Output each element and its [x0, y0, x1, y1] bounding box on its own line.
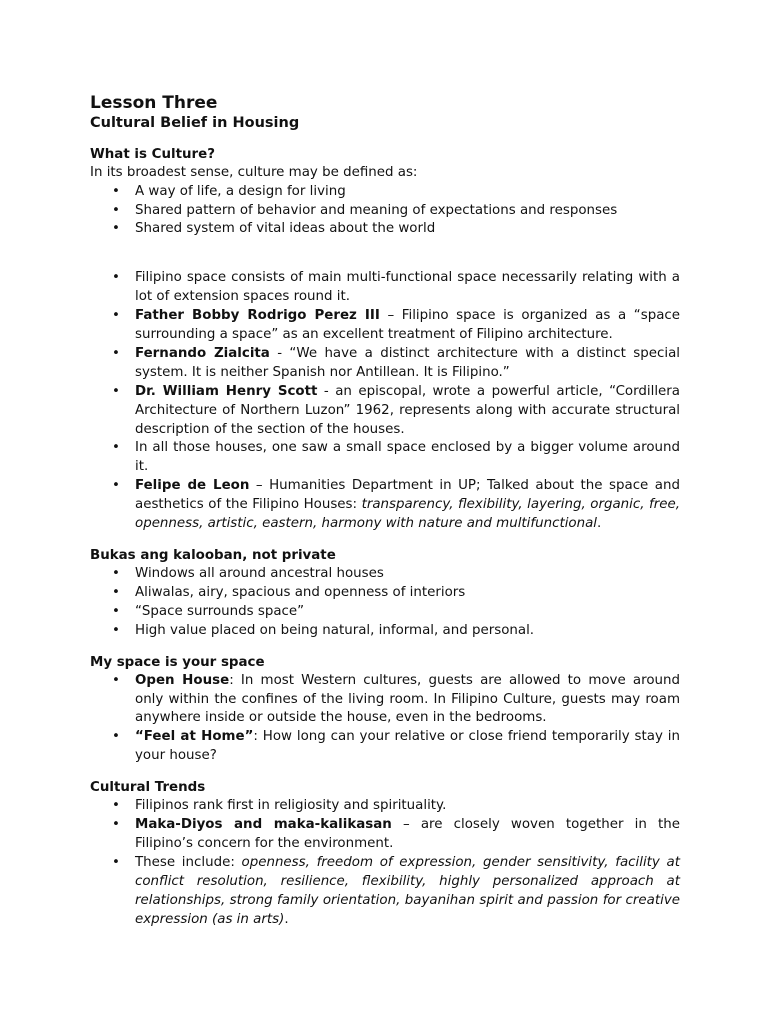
list-item: • “Space surrounds space” — [90, 603, 680, 622]
myspace-list — [90, 672, 680, 767]
list-item: • High value placed on being natural, informal, and personal. — [90, 622, 680, 641]
culture-list — [90, 183, 680, 240]
list-item: • Filipino space consists of main multi-functional space necessarily relating with a lot of extension spaces round it. — [90, 269, 680, 307]
spacer — [90, 239, 680, 269]
list-item: • Open House: In most Western cultures, guests are allowed to move around only within the confines of the living room. In Filipino Culture, guests may roam anywhere inside or outside the house, even in the bedrooms. — [90, 672, 680, 729]
list-item: • These include: openness, freedom of expression, gender sensitivity, facility at conflict resolution, resilience, flexibility, highly personalized approach at relationships, strong family orientation, bayanihan spirit and passion for creative expression (as in arts). — [90, 854, 680, 930]
list-item: • In all those houses, one saw a small space enclosed by a bigger volume around it. — [90, 439, 680, 477]
list-item: • Filipinos rank first in religiosity and spirituality. — [90, 797, 680, 816]
person-name: Dr. William Henry Scott — [135, 383, 318, 399]
person-name: Father Bobby Rodrigo Perez III — [135, 308, 380, 324]
list-item: • Felipe de Leon – Humanities Department in UP; Talked about the space and aesthetics of the Filipino Houses: transparency, flexibility, layering, organic, free, openness, artistic, eastern, harmony with nature and multifunctional. — [90, 477, 680, 534]
spacer — [90, 641, 680, 654]
spacer — [90, 766, 680, 779]
list-item: • Fernando Zialcita - “We have a distinct architecture with a distinct special system. It is neither Spanish nor Antillean. It is Filipino.” — [90, 345, 680, 383]
term: “Feel at Home” — [135, 729, 254, 745]
lesson-subtitle: Cultural Belief in Housing — [90, 115, 300, 131]
list-item: • Windows all around ancestral houses — [90, 565, 680, 584]
list-item: • Shared pattern of behavior and meaning of expectations and responses — [90, 202, 680, 221]
list-item: • Shared system of vital ideas about the world — [90, 220, 680, 239]
list-item: • Father Bobby Rodrigo Perez III – Filipino space is organized as a “space surrounding a space” as an excellent treatment of Filipino architecture. — [90, 307, 680, 345]
trends-heading: Cultural Trends — [90, 780, 206, 796]
person-name: Felipe de Leon — [135, 478, 250, 494]
list-item: • Maka-Diyos and maka-kalikasan – are closely woven together in the Filipino’s concern for the environment. — [90, 816, 680, 854]
document-content — [90, 92, 680, 930]
bukas-heading: Bukas ang kalooban, not private — [90, 548, 336, 563]
myspace-heading: My space is your space — [90, 654, 265, 670]
culture-intro: In its broadest sense, culture may be defined as: — [90, 165, 418, 180]
term: Open House — [135, 672, 230, 688]
trends-list — [90, 797, 680, 929]
person-name: Fernando Zialcita — [135, 345, 270, 361]
culture-heading: What is Culture? — [90, 147, 215, 162]
list-item: • Aliwalas, airy, spacious and openness of interiors — [90, 584, 680, 603]
list-item: • A way of life, a design for living — [90, 183, 680, 202]
spacer — [90, 534, 680, 547]
bukas-list — [90, 565, 680, 641]
space-list — [90, 269, 680, 534]
term: Maka-Diyos and maka-kalikasan — [135, 817, 392, 833]
list-item: • Dr. William Henry Scott - an episcopal, wrote a powerful article, “Cordillera Architecture of Northern Luzon” 1962, represents along with accurate structural description of the section of the houses. — [90, 383, 680, 440]
lesson-title: Lesson Three — [90, 93, 218, 113]
list-item: • “Feel at Home”: How long can your relative or close friend temporarily stay in your house? — [90, 728, 680, 766]
